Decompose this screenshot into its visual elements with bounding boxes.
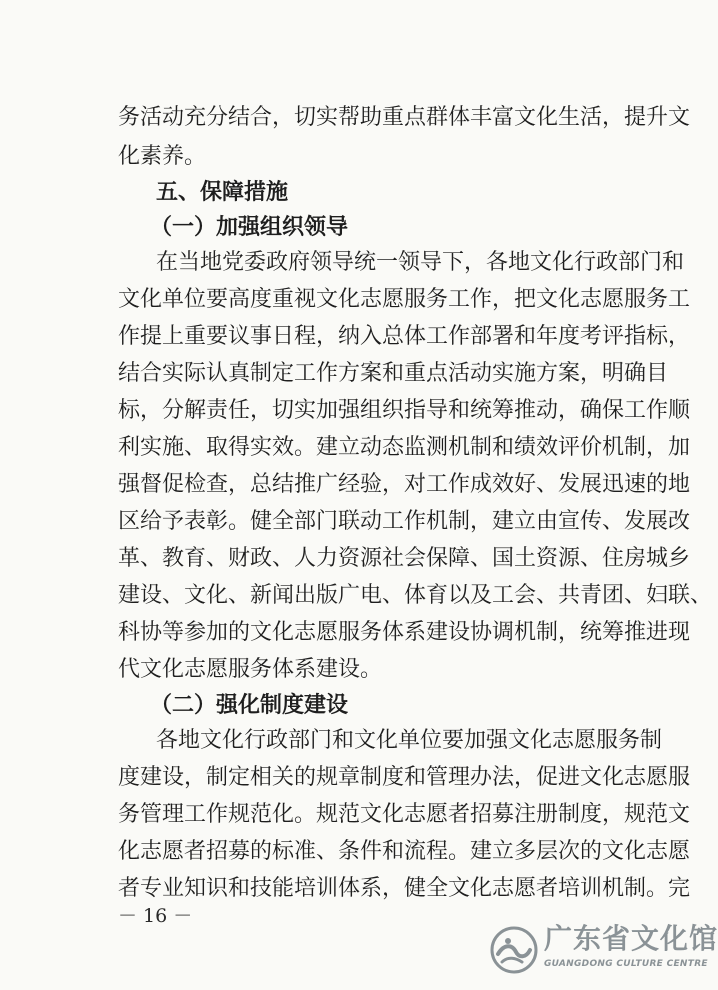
body-text-line: 文化单位要高度重视文化志愿服务工作，把文化志愿服务工: [118, 287, 691, 312]
watermark-name-en: GUANGDONG CULTURE CENTRE: [544, 959, 708, 969]
body-text-line: 代文化志愿服务体系建设。: [118, 657, 383, 682]
body-text-line: 者专业知识和技能培训体系，健全文化志愿者培训机制。完: [118, 876, 691, 901]
body-text-line: 科协等参加的文化志愿服务体系建设协调机制，统筹推进现: [118, 620, 691, 645]
body-text-line: 利实施、取得实效。建立动态监测机制和绩效评价机制，加: [118, 435, 691, 460]
section-heading: 五、保障措施: [156, 179, 289, 205]
subsection-heading-1: （一）加强组织领导: [150, 214, 349, 240]
body-text-line: 各地文化行政部门和文化单位要加强文化志愿服务制: [156, 728, 663, 753]
watermark-name-cn: 广东省文化馆: [544, 922, 718, 955]
body-text-line: 度建设，制定相关的规章制度和管理办法，促进文化志愿服: [118, 765, 691, 790]
body-text-line: 区给予表彰。健全部门联动工作机制，建立由宣传、发展改: [118, 509, 691, 534]
body-text-line: 革、教育、财政、人力资源社会保障、国土资源、住房城乡: [118, 546, 691, 571]
body-text-line: 化志愿者招募的标准、条件和流程。建立多层次的文化志愿: [118, 839, 691, 864]
body-text-line: 结合实际认真制定工作方案和重点活动实施方案，明确目: [118, 361, 669, 386]
body-text-line: 化素养。: [118, 144, 207, 169]
body-text-line: 在当地党委政府领导统一领导下，各地文化行政部门和: [156, 250, 685, 275]
body-text-line: 务活动充分结合，切实帮助重点群体丰富文化生活，提升文: [118, 105, 691, 130]
body-text-line: 作提上重要议事日程，纳入总体工作部署和年度考评指标，: [118, 324, 691, 349]
body-text-line: 标，分解责任，切实加强组织指导和统筹推动，确保工作顺: [118, 398, 691, 423]
page-number: － 16 －: [118, 905, 193, 927]
body-text-line: 建设、文化、新闻出版广电、体育以及工会、共青团、妇联、: [118, 583, 713, 608]
watermark-logo: [488, 920, 718, 982]
body-text-line: 强督促检查，总结推广经验，对工作成效好、发展迅速的地: [118, 472, 691, 497]
wave-emblem-icon: [488, 924, 540, 976]
subsection-heading-2: （二）强化制度建设: [150, 692, 349, 718]
body-text-line: 务管理工作规范化。规范文化志愿者招募注册制度，规范文: [118, 802, 691, 827]
